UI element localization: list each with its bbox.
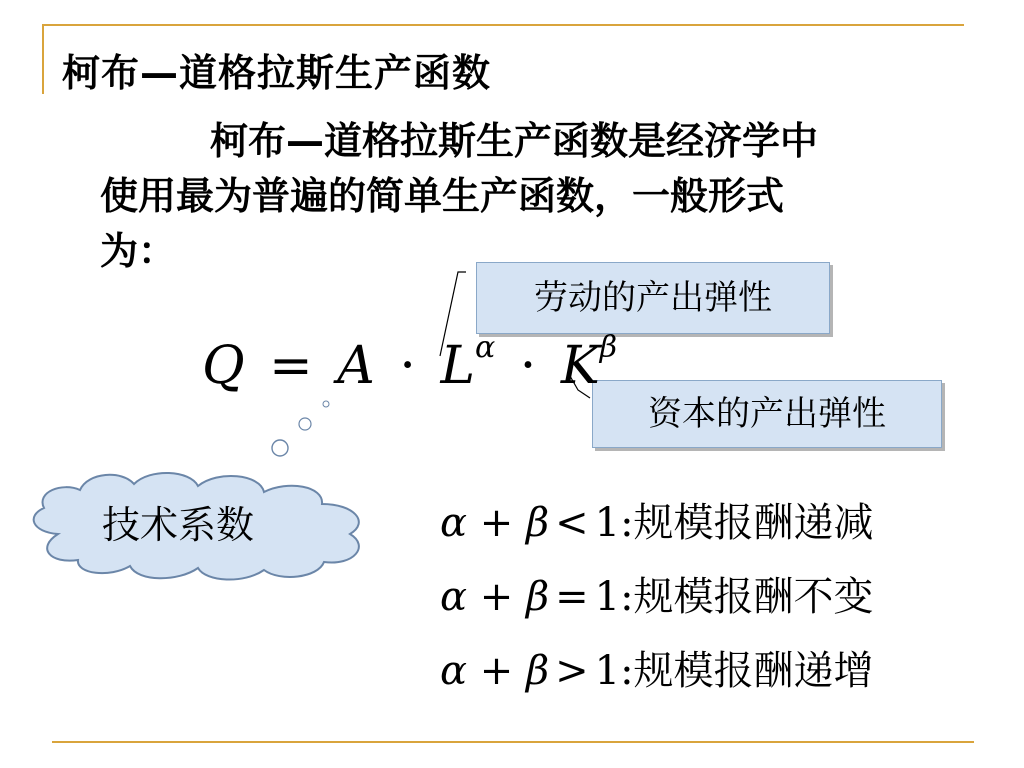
labor-elasticity-label: 劳动的产出弹性	[476, 262, 830, 334]
returns-lhs: α + β	[440, 574, 550, 620]
returns-rhs: 1	[594, 648, 621, 694]
returns-rhs: 1	[594, 574, 621, 620]
tech-coefficient-label: 技术系数	[102, 503, 255, 547]
thought-bubble-large	[272, 440, 288, 456]
formula-k: K	[560, 336, 600, 396]
returns-text: 规模报酬递减	[633, 500, 874, 546]
returns-rhs: 1	[594, 500, 621, 546]
returns-text: 规模报酬不变	[633, 574, 874, 620]
returns-relation: =	[555, 574, 589, 620]
returns-relation: <	[555, 500, 589, 546]
returns-colon: :	[620, 574, 634, 620]
returns-relation: >	[555, 648, 589, 694]
formula-q: Q	[202, 336, 245, 396]
returns-lhs: α + β	[440, 648, 550, 694]
returns-increasing	[440, 642, 874, 716]
returns-text: 规模报酬递增	[633, 648, 874, 694]
returns-lhs: α + β	[440, 500, 550, 546]
intro-line-2: 使用最为普遍的简单生产函数，一般形式	[100, 174, 785, 218]
formula-alpha: α	[474, 329, 496, 365]
returns-constant	[440, 568, 874, 642]
returns-to-scale-list	[440, 494, 874, 716]
intro-line-1: 柯布—道格拉斯生产函数是经济学中	[210, 119, 819, 163]
formula-dot-2: ·	[519, 336, 537, 396]
formula-a: A	[337, 336, 375, 396]
formula-l: L	[440, 336, 475, 396]
returns-decreasing	[440, 494, 874, 568]
cobb-douglas-formula	[202, 329, 618, 416]
returns-colon: :	[620, 500, 634, 546]
formula-dot-1: ·	[399, 336, 416, 396]
formula-beta: β	[599, 329, 618, 365]
thought-bubble-medium	[299, 418, 311, 430]
intro-line-3: 为：	[100, 229, 177, 273]
formula-equals: =	[269, 336, 313, 396]
returns-colon: :	[620, 648, 634, 694]
capital-elasticity-label: 资本的产出弹性	[592, 380, 942, 448]
bottom-rule	[52, 741, 974, 743]
slide-title: 柯布—道格拉斯生产函数	[62, 51, 492, 95]
